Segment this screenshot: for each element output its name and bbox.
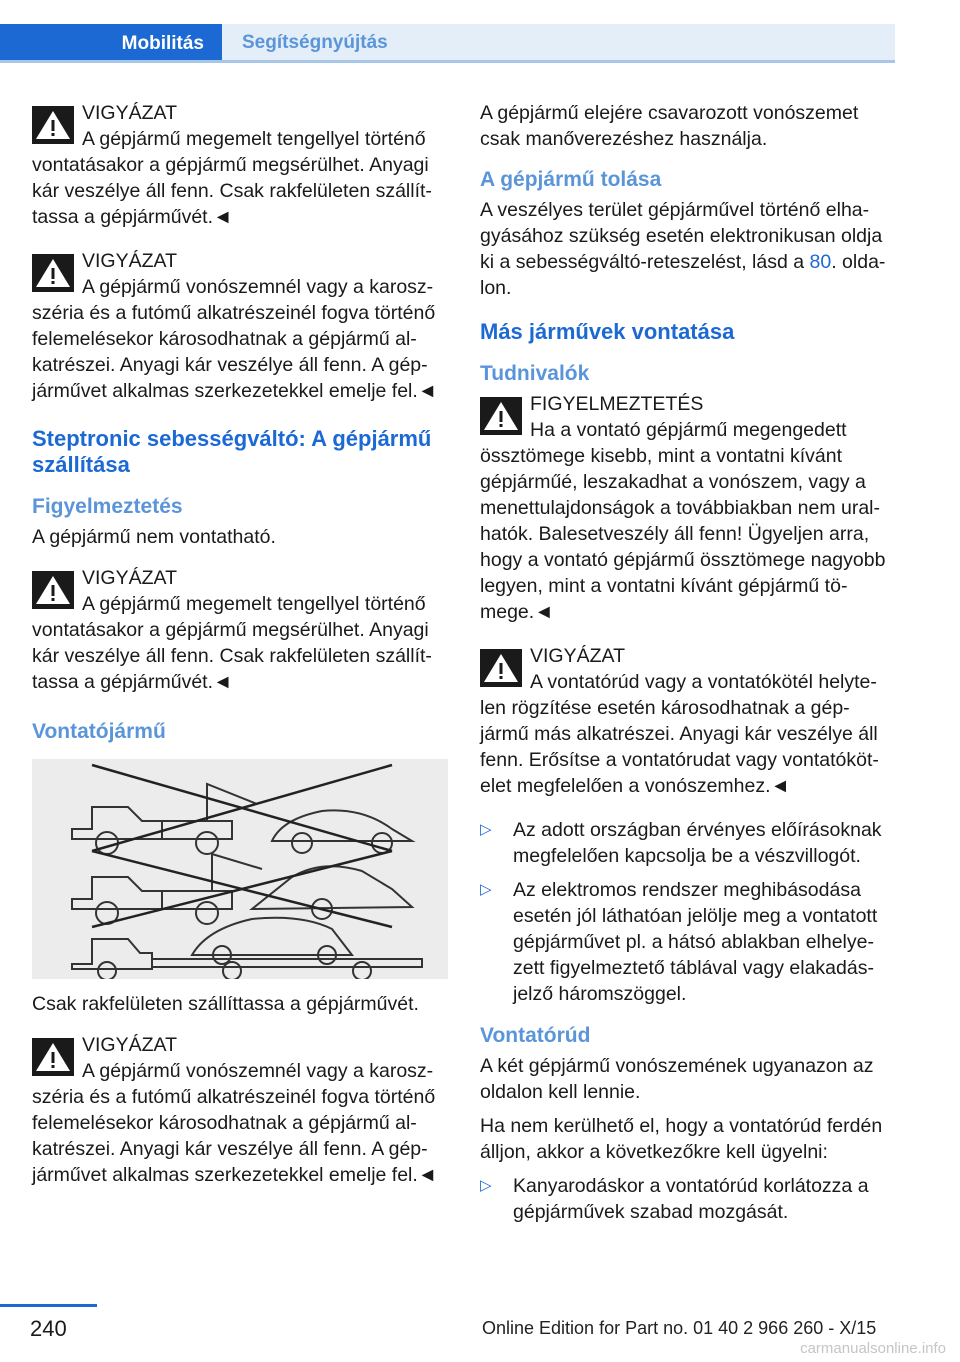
warning-text: A gépjármű vonószemnél vagy a karosz-széria és a futómű alkatrészeinél fogva történő felemelésekor károsodhatnak a gépjármű al-katrészei. Anyagi kár veszélye áll fenn. A gép-járművet alkalmas szerkezetekkel emelje fel.◄	[32, 276, 438, 402]
tow-truck-illustration	[32, 759, 448, 979]
warning-triangle-icon	[32, 254, 74, 292]
warning-text: A gépjármű megemelt tengellyel történő vontatásakor a gépjármű megsérülhet. Anyagi kár veszélye áll fenn. Csak rakfelületen szállít-tassa a gépjárművét.◄	[32, 128, 432, 228]
watermark: carmanualsonline.info	[800, 1340, 946, 1357]
right-column	[480, 100, 898, 1237]
bullet-list	[480, 817, 898, 1007]
warning-text: A gépjármű megemelt tengellyel történő vontatásakor a gépjármű megsérülhet. Anyagi kár veszélye áll fenn. Csak rakfelületen szállít-tassa a gépjárművét.◄	[32, 593, 432, 693]
warning-heading: VIGYÁZAT	[82, 567, 177, 589]
bullet-triangle-icon: ▷	[480, 881, 492, 898]
chapter-header	[0, 0, 895, 62]
warning-text: A vontatórúd vagy a vontatókötél helyte-len rögzítése esetén károsodhatnak a gép-jármű más alkatrészei. Anyagi kár veszélye áll fenn. Erősítse a vontatórudat vagy vontatóköt-elet megfelelően a vonószemhez.◄	[480, 671, 879, 797]
warning-block	[32, 100, 448, 230]
warning-heading: FIGYELMEZTETÉS	[530, 393, 704, 415]
subheading-vontatojarmu: Vontatójármű	[32, 720, 166, 743]
bullet-triangle-icon: ▷	[480, 1177, 492, 1194]
warning-triangle-icon	[32, 571, 74, 609]
warning-block	[32, 565, 448, 695]
page-link-80[interactable]: 80	[809, 251, 832, 273]
warning-block	[32, 248, 448, 404]
warning-triangle-icon	[480, 397, 522, 435]
left-column	[32, 100, 448, 1206]
tab-segitsegnyujtas[interactable]: Segítségnyújtás	[222, 24, 895, 61]
section-heading-mas-jarmuvek: Más járművek vontatása	[480, 319, 735, 344]
warning-heading: VIGYÁZAT	[82, 102, 177, 124]
subheading-tolasa: A gépjármű tolása	[480, 168, 662, 191]
warning-triangle-icon	[480, 649, 522, 687]
header-rule	[0, 60, 895, 63]
paragraph: A gépjármű elejére csavarozott vonószemet csak manőverezéshez használja.	[480, 102, 859, 150]
warning-text: A gépjármű vonószemnél vagy a karosz-széria és a futómű alkatrészeinél fogva történő felemelésekor károsodhatnak a gépjármű al-katrészei. Anyagi kár veszélye áll fenn. A gép-járművet alkalmas szerkezetekkel emelje fel.◄	[32, 1060, 438, 1186]
warning-heading: VIGYÁZAT	[530, 645, 625, 667]
paragraph: A gépjármű nem vontatható.	[32, 526, 276, 548]
warning-text: Ha a vontató gépjármű megengedett össztömege kisebb, mint a vontatni kívánt gépjárműé, leszakadhat a vonószem, vagy a menettulajdonságok a továbbiakban nem ural-hatók. Balesetveszély áll fenn! Ügyeljen arra, hogy a vontató gépjármű össztömege nagyobb legyen, mint a vontatni kívánt gépjármű tö-mege.◄	[480, 419, 886, 623]
warning-block	[480, 643, 898, 799]
warning-block	[480, 391, 898, 625]
section-heading-steptronic: Steptronic sebességváltó: A gépjármű szállítása	[32, 426, 432, 477]
list-item: ▷ Az elektromos rendszer meghibásodása esetén jól láthatóan jelölje meg a vontatott gépjárművet pl. a hátsó ablakban elhelye-zett figyelmeztető táblával vagy elakadás-jelző háromszöggel.	[480, 879, 878, 1005]
warning-triangle-icon	[32, 106, 74, 144]
warning-heading: VIGYÁZAT	[82, 250, 177, 272]
bullet-triangle-icon: ▷	[480, 821, 492, 838]
list-item: ▷ Az adott országban érvényes előírásoknak megfelelően kapcsolja be a vészvillogót.	[480, 819, 882, 867]
page-number: 240	[30, 1316, 67, 1341]
footer-rule	[0, 1304, 97, 1307]
tow-truck-drawing	[32, 759, 448, 979]
subheading-figyelmeztetes: Figyelmeztetés	[32, 495, 183, 518]
warning-triangle-icon	[32, 1038, 74, 1076]
bullet-list	[480, 1173, 898, 1225]
list-item: ▷ Kanyarodáskor a vontatórúd korlátozza a gépjárművek szabad mozgását.	[480, 1175, 869, 1223]
paragraph: A két gépjármű vonószemének ugyanazon az oldalon kell lennie.	[480, 1055, 874, 1103]
tab-mobilitas[interactable]: Mobilitás	[0, 24, 222, 63]
subheading-vontatorud: Vontatórúd	[480, 1024, 591, 1047]
paragraph-tolasa: A veszélyes terület gépjárművel történő elha-gyásához szükség esetén elektronikusan oldja ki a sebességváltó-reteszelést, lásd a 80. olda-lon.	[480, 199, 886, 299]
subheading-tudnivalok: Tudnivalók	[480, 362, 590, 385]
figure-caption: Csak rakfelületen szállíttassa a gépjárművét.	[32, 993, 419, 1015]
paragraph: Ha nem kerülhető el, hogy a vontatórúd ferdén álljon, akkor a következőkre kell ügyelni:	[480, 1115, 883, 1163]
warning-heading: VIGYÁZAT	[82, 1034, 177, 1056]
edition-note: Online Edition for Part no. 01 40 2 966 260 - X/15	[482, 1318, 877, 1338]
warning-block	[32, 1032, 448, 1188]
